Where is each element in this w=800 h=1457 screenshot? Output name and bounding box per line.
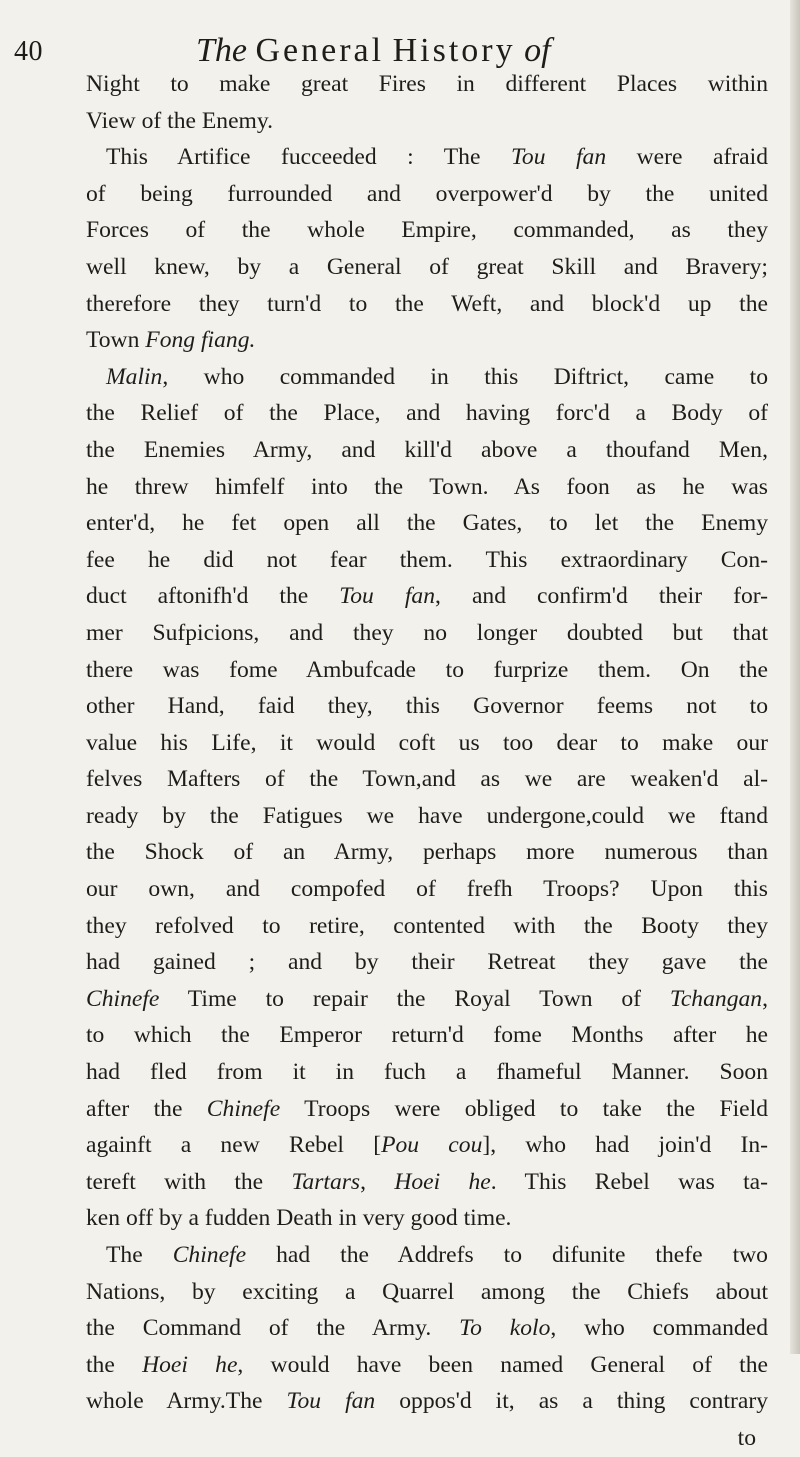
text-line	[86, 1054, 768, 1091]
italic-text: Tou fan	[339, 583, 436, 610]
text-run: value his Life, it would coft us too dear to make our	[86, 729, 768, 756]
text-line	[86, 66, 768, 103]
italic-text: Chinefe	[172, 1242, 247, 1268]
text-run: Time to repair the Royal Town of	[159, 985, 670, 1012]
text-line	[86, 469, 768, 506]
page-number: 40	[14, 36, 43, 67]
text-run: ,	[360, 1168, 395, 1195]
title-history: History	[392, 32, 516, 69]
text-line	[86, 505, 768, 542]
text-run: Night to make great Fires in different Places within	[86, 71, 768, 97]
text-run: other Hand, faid they, this Governor feems not to	[86, 693, 768, 720]
text-run: duct aftonifh'd the	[86, 583, 340, 610]
title-of: of	[524, 32, 551, 69]
text-run: the Command of the Army.	[86, 1315, 460, 1342]
text-line	[86, 615, 768, 652]
running-title	[196, 34, 551, 68]
running-header	[0, 22, 800, 72]
text-line	[86, 176, 768, 213]
text-line	[86, 1237, 768, 1274]
text-run: The	[106, 1242, 173, 1268]
text-line	[86, 212, 768, 249]
text-run: our own, and compofed of frefh Troops? Upon this	[86, 876, 768, 903]
text-line	[86, 761, 768, 798]
italic-text: Tchangan	[669, 985, 763, 1012]
italic-text: Tou fan	[510, 144, 607, 171]
text-line	[86, 1200, 768, 1237]
text-line	[86, 1017, 768, 1054]
text-line	[86, 798, 768, 835]
text-run: , who commanded	[550, 1315, 768, 1342]
text-line	[86, 834, 768, 871]
text-run: after the	[86, 1095, 207, 1122]
italic-text: Fong fiang.	[145, 327, 256, 354]
text-line	[86, 1127, 768, 1164]
text-run: ready by the Fatigues we have undergone,could we ftand	[86, 802, 768, 829]
text-run: to which the Emperor return'd fome Months after he	[86, 1022, 768, 1049]
text-line	[86, 322, 768, 359]
text-run: , and confirm'd their for-	[435, 583, 768, 610]
text-run: the Enemies Army, and kill'd above a thoufand Men,	[86, 436, 768, 463]
body-text	[86, 66, 768, 1457]
text-run: the	[86, 1351, 143, 1378]
text-run: were afraid	[606, 144, 768, 171]
italic-text: Malin	[106, 363, 163, 390]
italic-text: Chinefe	[86, 985, 160, 1012]
text-run: had the Addrefs to difunite thefe two	[246, 1242, 768, 1268]
text-run: he threw himfelf into the Town. As foon as he was	[86, 473, 768, 500]
italic-text: Chinefe	[206, 1095, 281, 1122]
text-run: Forces of the whole Empire, commanded, as they	[86, 217, 768, 244]
text-line	[86, 359, 768, 396]
text-run: Troops were obliged to take the Field	[280, 1095, 768, 1122]
text-line	[86, 139, 768, 176]
text-line	[86, 944, 768, 981]
text-run: of being furrounded and overpower'd by the united	[86, 180, 768, 207]
page-edge	[790, 0, 800, 1354]
text-line	[86, 249, 768, 286]
text-run: againft a new Rebel [	[86, 1132, 382, 1159]
text-line	[86, 871, 768, 908]
italic-text: Hoei he	[394, 1168, 491, 1195]
text-line	[86, 688, 768, 725]
text-line	[86, 1164, 768, 1201]
text-run: well knew, by a General of great Skill and Bravery;	[86, 253, 768, 280]
text-run: the Relief of the Place, and having forc'd a Body of	[86, 400, 768, 427]
text-run: they refolved to retire, contented with the Booty they	[86, 912, 768, 939]
italic-text: To kolo	[459, 1315, 551, 1342]
title-the: The	[196, 32, 247, 69]
text-line	[86, 981, 768, 1018]
text-run: , would have been named General of the	[237, 1351, 768, 1378]
text-line	[86, 103, 768, 140]
text-run: mer Sufpicions, and they no longer doubted but that	[86, 619, 768, 646]
text-line	[86, 1347, 768, 1384]
text-line	[86, 725, 768, 762]
text-run: oppos'd it, as a thing contrary	[375, 1388, 768, 1415]
text-line	[86, 652, 768, 689]
text-line	[86, 286, 768, 323]
text-run: there was fome Ambufcade to furprize them. On the	[86, 656, 768, 683]
text-run: , who commanded in this Diftrict, came to	[162, 363, 768, 390]
text-run: had gained ; and by their Retreat they gave the	[86, 949, 768, 976]
text-run: tereft with the	[86, 1168, 292, 1195]
text-run: whole Army.The	[86, 1388, 287, 1415]
text-line	[86, 1091, 768, 1128]
text-run: . This Rebel was ta-	[490, 1168, 768, 1195]
text-run: ], who had join'd In-	[482, 1132, 768, 1159]
italic-text: Tartars	[291, 1168, 361, 1195]
italic-text: Tou fan	[286, 1388, 376, 1415]
text-run: Nations, by exciting a Quarrel among the Chiefs about	[86, 1278, 768, 1305]
text-line	[86, 1310, 768, 1347]
text-line	[86, 542, 768, 579]
text-run: the Shock of an Army, perhaps more numerous than	[86, 839, 768, 866]
text-run: ,	[762, 985, 768, 1012]
title-general: General	[255, 32, 385, 69]
text-run: fee he did not fear them. This extraordinary Con-	[86, 546, 768, 573]
text-line	[86, 908, 768, 945]
text-run: Town	[86, 327, 146, 354]
text-line	[86, 395, 768, 432]
text-run: This Artifice fucceeded : The	[106, 144, 511, 171]
text-run: had fled from it in fuch a fhameful Manner. Soon	[86, 1059, 768, 1086]
text-line	[86, 1274, 768, 1311]
text-line	[86, 578, 768, 615]
italic-text: Hoei he	[142, 1351, 238, 1378]
text-line	[86, 432, 768, 469]
text-line	[86, 1383, 768, 1420]
italic-text: Pou cou	[381, 1132, 483, 1159]
text-run: therefore they turn'd to the Weft, and block'd up the	[86, 290, 768, 317]
text-run: enter'd, he fet open all the Gates, to let the Enemy	[86, 510, 768, 537]
text-run: felves Mafters of the Town,and as we are weaken'd al-	[86, 766, 768, 793]
catchword: to	[737, 1424, 756, 1451]
text-run: ken off by a fudden Death in very good time.	[86, 1205, 512, 1232]
text-run: View of the Enemy.	[86, 107, 274, 134]
